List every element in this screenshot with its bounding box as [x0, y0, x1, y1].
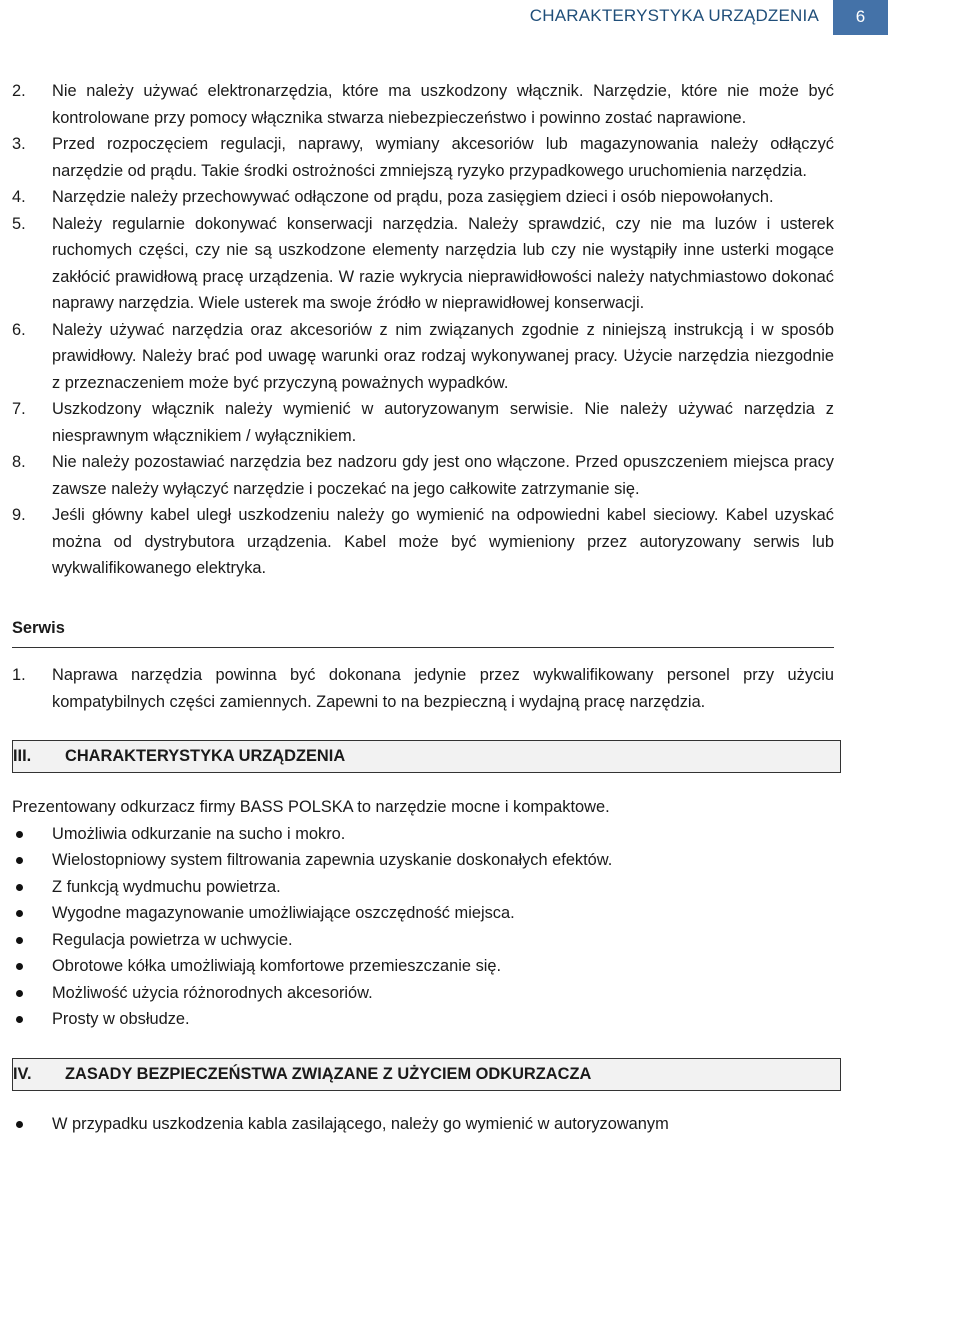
list-item — [12, 821, 834, 848]
list-item — [12, 502, 834, 582]
bullet-icon — [16, 1121, 23, 1128]
item-number: 5. — [12, 214, 26, 233]
intro-paragraph: Prezentowany odkurzacz firmy BASS POLSKA to narzędzie mocne i kompaktowe. — [12, 798, 610, 816]
item-number: 8. — [12, 453, 26, 471]
item-number: 4. — [12, 188, 26, 206]
page-number: 6 — [833, 0, 888, 33]
item-number: 1. — [12, 666, 26, 684]
list-item — [12, 900, 834, 927]
list-item — [12, 396, 834, 449]
item-text: Wygodne magazynowanie umożliwiające oszczędność miejsca. — [52, 904, 515, 922]
list-item — [12, 131, 834, 184]
chapter-heading-iv — [12, 1058, 841, 1091]
bullet-icon — [16, 831, 23, 838]
list-item — [12, 953, 834, 980]
bullet-icon — [16, 937, 23, 944]
page-header — [0, 0, 960, 33]
header-title: CHARAKTERYSTYKA URZĄDZENIA — [529, 6, 819, 25]
item-number: 2. — [12, 82, 26, 100]
item-text: Nie należy pozostawiać narzędzia bez nadzoru gdy jest ono włączone. Przed opuszczeniem miejsca pracy zawsze należy wyłączyć narzędzie i poczekać na jego całkowite zatrzymanie się. — [52, 453, 834, 498]
item-number: 9. — [12, 506, 26, 524]
chapter-title: CHARAKTERYSTYKA URZĄDZENIA — [65, 747, 346, 766]
item-text: Należy używać narzędzia oraz akcesoriów z nim związanych zgodnie z niniejszą instrukcją i w sposób prawidłowy. Należy brać pod uwagę warunki oraz rodzaj wykonywanej pracy. Użycie narzędzia niezgodnie z przeznaczeniem może być przyczyną poważnych wypadków. — [52, 320, 834, 392]
item-text: Z funkcją wydmuchu powietrza. — [52, 877, 281, 896]
bullet-icon — [16, 963, 23, 970]
bullet-icon — [16, 1016, 23, 1023]
item-text: Należy regularnie dokonywać konserwacji narzędzia. Należy sprawdzić, czy nie ma luzów i usterek ruchomych części, czy nie są uszkodzone elementy narzędzia lub czy nie wystąpiły inne usterki mogące zakłócić prawidłową pracę urządzenia. W razie wykrycia nieprawidłowości należy natychmiastowo dokonać naprawy narzędzia. Wiele usterek ma swoje źródło w nieprawidłowej konserwacji. — [52, 214, 834, 312]
list-item — [12, 78, 834, 131]
item-text: Wielostopniowy system filtrowania zapewnia uzyskanie doskonałych efektów. — [52, 851, 613, 869]
item-number: 7. — [12, 400, 26, 418]
item-text: Przed rozpoczęciem regulacji, naprawy, wymiany akcesoriów lub magazynowania należy odłączyć narzędzie od prądu. Takie środki ostrożności zmniejszą ryzyko przypadkowego uruchomienia narzędzia. — [52, 135, 834, 180]
list-item — [12, 980, 834, 1007]
chapter-number: III. — [13, 747, 32, 766]
list-item — [12, 211, 834, 317]
item-text: Nie należy używać elektronarzędzia, które ma uszkodzony włącznik. Narzędzie, które nie może być kontrolowane przy pomocy włącznika stwarza niebezpieczeństwo i powinno zostać naprawione. — [52, 82, 834, 127]
item-text: Uszkodzony włącznik należy wymienić w autoryzowanym serwisie. Nie należy używać narzędzia z niesprawnym włącznikiem / wyłącznikiem. — [52, 400, 834, 445]
list-item — [12, 1111, 834, 1138]
header-divider — [833, 33, 888, 35]
list-item — [12, 1006, 834, 1033]
item-text: Umożliwia odkurzanie na sucho i mokro. — [52, 824, 346, 843]
list-item — [12, 927, 834, 954]
safety-instructions-list — [12, 78, 834, 582]
item-text: Możliwość użycia różnorodnych akcesoriów. — [52, 983, 373, 1002]
item-text: Prosty w obsłudze. — [52, 1010, 190, 1028]
item-text: Naprawa narzędzia powinna być dokonana jedynie przez wykwalifikowany personel przy użyciu kompatybilnych części zamiennych. Zapewni to na bezpieczną i wydajną pracę narzędzia. — [52, 666, 834, 711]
service-heading: Serwis — [12, 615, 834, 649]
service-list — [12, 662, 834, 715]
item-text: Jeśli główny kabel uległ uszkodzeniu należy go wymienić na odpowiedni kabel sieciowy. Kabel uzyskać można od dystrybutora urządzenia. Kabel może być wymieniony przez autoryzowany serwis lub wykwalifikowanego elektryka. — [52, 506, 834, 577]
features-list — [12, 821, 834, 1033]
list-item — [12, 184, 834, 211]
chapter-number: IV. — [13, 1064, 32, 1083]
list-item — [12, 449, 834, 502]
document-body — [12, 78, 834, 1137]
list-item — [12, 874, 834, 901]
item-number: 6. — [12, 320, 26, 339]
chapter-heading-iii — [12, 740, 841, 773]
item-text: Narzędzie należy przechowywać odłączone od prądu, poza zasięgiem dzieci i osób niepowołanych. — [52, 188, 774, 206]
bullet-icon — [16, 857, 23, 864]
item-text: Obrotowe kółka umożliwiają komfortowe przemieszczanie się. — [52, 957, 502, 975]
chapter-title: ZASADY BEZPIECZEŃSTWA ZWIĄZANE Z UŻYCIEM ODKURZACZA — [65, 1064, 592, 1083]
list-item — [12, 847, 834, 874]
bullet-icon — [16, 990, 23, 997]
list-item — [12, 317, 834, 397]
list-item — [12, 662, 834, 715]
item-number: 3. — [12, 135, 26, 153]
bullet-icon — [16, 910, 23, 917]
bullet-icon — [16, 884, 23, 891]
item-text: Regulacja powietrza w uchwycie. — [52, 930, 293, 949]
item-text: W przypadku uszkodzenia kabla zasilającego, należy go wymienić w autoryzowanym — [52, 1114, 669, 1133]
